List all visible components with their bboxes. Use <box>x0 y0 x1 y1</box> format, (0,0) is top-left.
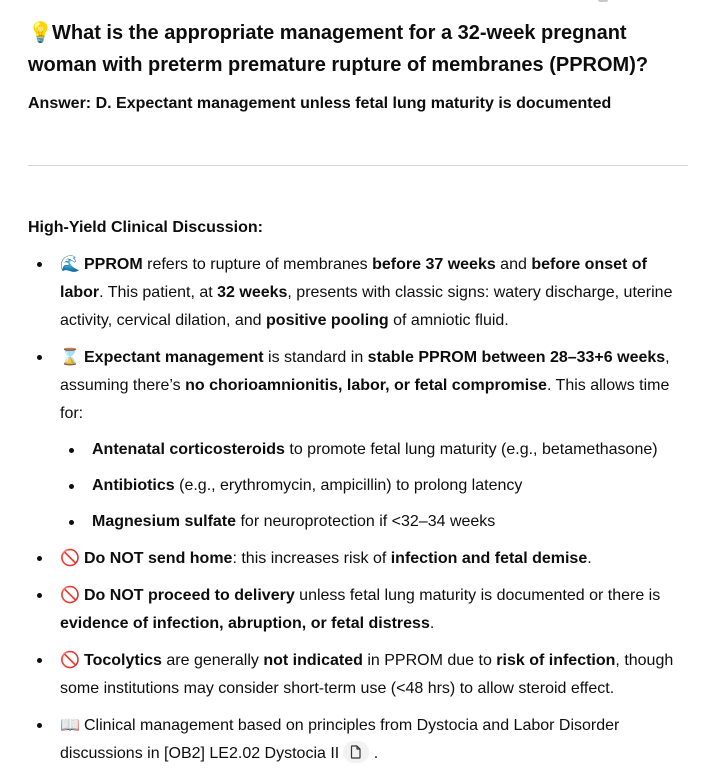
bold-text: infection and fetal demise <box>390 550 588 567</box>
discussion-list <box>28 250 688 776</box>
lightbulb-icon: 💡 <box>28 20 53 44</box>
bold-text: Magnesium sulfate <box>92 513 237 530</box>
question-text: What is the appropriate management for a 32-week pregnant woman with preterm premature rupture of membranes (PPROM)? <box>28 22 649 76</box>
file-icon <box>350 745 362 759</box>
list-item <box>28 250 688 335</box>
bold-text: before 37 weeks <box>372 256 496 273</box>
text: to promote fetal lung maturity (e.g., betamethasone) <box>284 441 658 458</box>
bold-text: Antenatal corticosteroids <box>92 441 285 458</box>
open-book-icon: 📖 <box>60 715 80 734</box>
text: : this increases risk of <box>232 550 391 567</box>
bold-text: Expectant management <box>84 349 264 366</box>
bold-text: Antibiotics <box>92 477 175 494</box>
text: are generally <box>161 652 264 669</box>
source-file-button[interactable] <box>343 741 369 763</box>
bold-text: PPROM <box>84 256 143 273</box>
answer-line: Answer: D. Expectant management unless fetal lung maturity is documented <box>28 95 612 112</box>
text: Clinical management based on principles from Dystocia and Labor Disorder discussions in [OB2] LE2.02 Dystocia II <box>60 717 620 762</box>
text: in PPROM due to <box>362 652 497 669</box>
prohibited-icon: 🚫 <box>60 650 80 669</box>
text: , assuming there’s <box>60 349 670 394</box>
text: refers to rupture of membranes <box>142 256 373 273</box>
list-item <box>28 646 688 703</box>
bold-text: Tocolytics <box>84 652 162 669</box>
text: , though some institutions may consider short-term use (<48 hrs) to allow steroid effect. <box>60 652 674 697</box>
text: and <box>495 256 532 273</box>
bold-text: risk of infection <box>496 652 616 669</box>
section-title: High-Yield Clinical Discussion: <box>28 219 263 236</box>
sub-list-item <box>60 436 688 464</box>
bold-text: before onset of labor <box>60 256 647 301</box>
scroll-indicator <box>598 0 608 2</box>
sub-list-item <box>60 508 688 536</box>
text: (e.g., erythromycin, ampicillin) to prolong latency <box>174 477 523 494</box>
hourglass-icon: ⌛ <box>60 347 80 366</box>
trailing-punctuation: . <box>369 745 379 762</box>
text: . This allows time for: <box>60 377 670 422</box>
bold-text: not indicated <box>263 652 363 669</box>
list-item <box>28 544 688 573</box>
divider <box>28 165 688 166</box>
bold-text: no chorioamnionitis, labor, or fetal compromise <box>185 377 547 394</box>
wave-icon: 🌊 <box>60 254 80 273</box>
text: of amniotic fluid. <box>388 312 509 329</box>
prohibited-icon: 🚫 <box>60 548 80 567</box>
prohibited-icon: 🚫 <box>60 585 80 604</box>
question-heading <box>28 16 692 81</box>
bold-text: Do NOT send home <box>84 550 233 567</box>
bold-text: stable PPROM between 28–33+6 weeks <box>367 349 666 366</box>
text: . <box>587 550 592 567</box>
text: , presents with classic signs: watery discharge, uterine activity, cervical dilation, and <box>60 284 673 329</box>
text: unless fetal lung maturity is documented or there is <box>294 587 661 604</box>
list-item <box>28 343 688 536</box>
text: . This patient, at <box>99 284 218 301</box>
list-item <box>28 711 688 768</box>
bold-text: 32 weeks <box>217 284 288 301</box>
text: is standard in <box>263 349 368 366</box>
text: for neuroprotection if <32–34 weeks <box>236 513 496 530</box>
bold-text: positive pooling <box>266 312 389 329</box>
text: . <box>429 615 435 632</box>
sub-list-item <box>60 472 688 500</box>
sub-list <box>60 436 688 536</box>
bold-text: Do NOT proceed to delivery <box>84 587 295 604</box>
bold-text: evidence of infection, abruption, or fetal distress <box>60 615 430 632</box>
list-item <box>28 581 688 638</box>
